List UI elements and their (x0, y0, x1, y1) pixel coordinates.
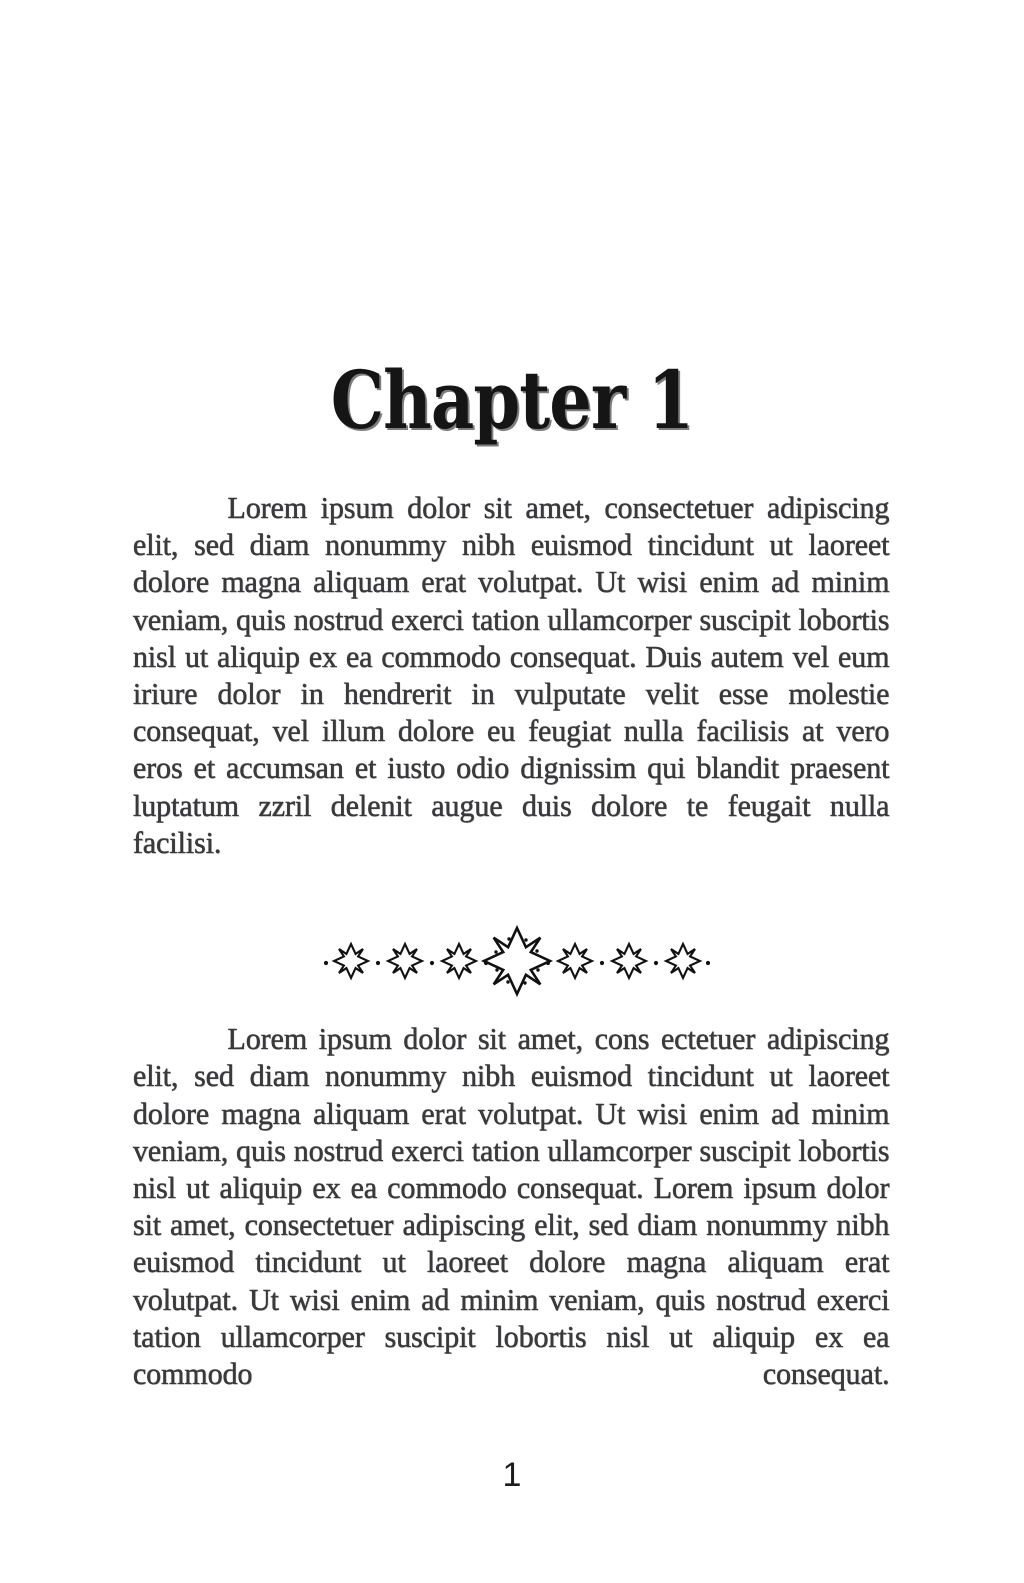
page-number: 1 (502, 1456, 522, 1494)
small-star-icon (666, 944, 700, 978)
small-star-icon (612, 944, 646, 978)
small-star-icon (442, 944, 476, 978)
small-star-icon (558, 944, 592, 978)
small-star-icon (334, 944, 368, 978)
large-star-icon (484, 928, 550, 994)
small-star-icon (388, 944, 422, 978)
star-divider-ornament (133, 925, 901, 997)
paragraph-two: Lorem ipsum dolor sit amet, cons ectetuer adipiscing elit, sed diam nonummy nibh euismod tincidunt ut laoreet dolore magna aliquam erat volutpat. Ut wisi enim ad minim veniam, quis nostrud exerci tation ullamcorper suscipit lobortis nisl ut aliquip ex ea commodo consequat. Lorem ipsum dolor sit amet, consectetuer adipiscing elit, sed diam nonummy nibh euismod tincidunt ut laoreet dolore magna aliquam erat volutpat. Ut wisi enim ad minim veniam, quis nostrud exerci tation ullamcorper suscipit lobortis nisl ut aliquip ex ea commodo consequat. (133, 1022, 890, 1392)
paragraph-one: Lorem ipsum dolor sit amet, consectetuer adipiscing elit, sed diam nonummy nibh euismod tincidunt ut laoreet dolore magna aliquam erat volutpat. Ut wisi enim ad minim veniam, quis nostrud exerci tation ullamcorper suscipit lobortis nisl ut aliquip ex ea commodo consequat. Duis autem vel eum iriure dolor in hendrerit in vulputate velit esse molestie consequat, vel illum dolore eu feugiat nulla facilisis at vero eros et accumsan et iusto odio dignissim qui blandit praesent luptatum zzril delenit augue duis dolore te feugait nulla facilisi. (133, 491, 890, 860)
star-divider-graphic (317, 926, 717, 996)
page-title: Chapter 1 (330, 352, 694, 447)
body-text-block (133, 490, 901, 1430)
